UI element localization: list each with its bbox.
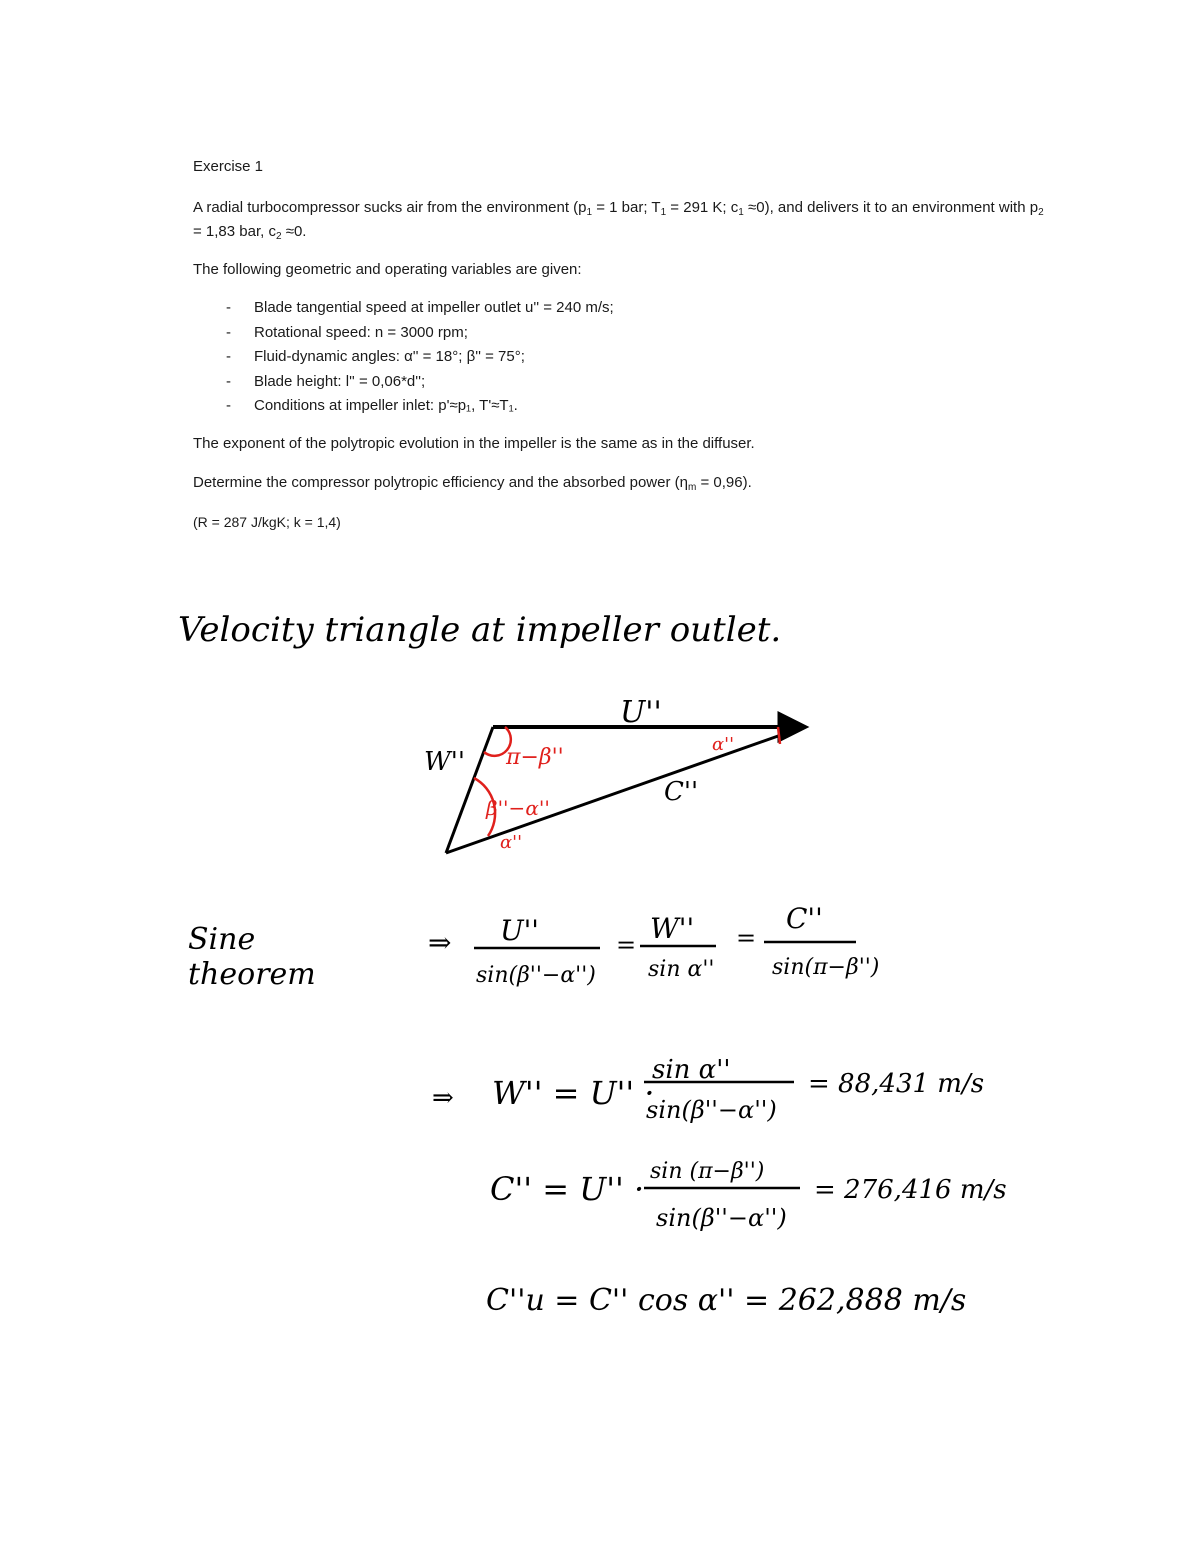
- implies-arrow: ⇒: [432, 1083, 454, 1113]
- intro-text-a: A radial turbocompressor sucks air from the environment (p: [193, 199, 587, 216]
- intro-text-b: = 1 bar; T: [592, 199, 661, 216]
- subscript: 1: [586, 207, 593, 218]
- subscript: m: [687, 482, 697, 493]
- exercise-title: Exercise 1: [193, 158, 264, 175]
- list-item-text: Fluid-dynamic angles: α'' = 18°; β'' = 75°;: [254, 348, 525, 365]
- c-equation-lhs: C'' = U'' ·: [490, 1170, 645, 1208]
- bullet-dash: -: [226, 323, 231, 341]
- bullet-dash: -: [226, 348, 231, 365]
- label-angle-pi-beta: π−β'': [506, 745, 564, 770]
- list-item-text: Blade tangential speed at impeller outlet u'' = 240 m/s;: [254, 299, 614, 316]
- polytropic-note: The exponent of the polytropic evolution in the impeller is the same as in the diffuser.: [193, 435, 755, 452]
- subscript: 1: [738, 207, 744, 218]
- label-w: W'': [424, 747, 466, 777]
- c-fraction-den: sin(β''−α''): [656, 1204, 787, 1232]
- fraction-den: sin α'': [648, 957, 715, 982]
- bullet-dash: -: [226, 299, 231, 316]
- subscript: 1: [660, 207, 667, 218]
- cu-equation: C''u = C'' cos α'' = 262,888 m/s: [486, 1283, 967, 1318]
- fraction-num: U'': [500, 914, 539, 947]
- w-fraction-den: sin(β''−α''): [646, 1096, 777, 1124]
- equals-sign: =: [616, 931, 637, 959]
- label-angle-beta-alpha: β''−α'': [486, 796, 550, 820]
- notes-heading: Velocity triangle at impeller outlet.: [178, 610, 782, 650]
- label-angle-alpha-top: α'': [712, 734, 735, 755]
- fraction-num: W'': [650, 912, 695, 945]
- intro-text-c: = 291 K; c: [666, 199, 739, 216]
- given-intro: The following geometric and operating variables are given:: [193, 261, 582, 278]
- sine-theorem-label: Sine theorem: [188, 922, 316, 992]
- subscript: 2: [275, 231, 282, 242]
- list-item-text: Blade height: l'' = 0,06*d'';: [254, 372, 426, 390]
- label-angle-alpha-bottom: α'': [500, 832, 523, 853]
- label-u: U'': [620, 695, 662, 730]
- bullet-dash: -: [226, 372, 231, 390]
- fraction-den: sin(π−β''): [772, 955, 880, 980]
- c-result: = 276,416 m/s: [814, 1175, 1007, 1205]
- equals-sign: =: [736, 924, 757, 952]
- bullet-dash: -: [226, 397, 231, 414]
- label-c: C'': [664, 777, 699, 807]
- w-fraction-num: sin α'': [652, 1055, 731, 1085]
- list-item-text: Rotational speed: n = 3000 rpm;: [254, 323, 468, 341]
- fraction-w: [640, 912, 716, 982]
- fraction-u: [474, 914, 600, 988]
- intro-text-d: ≈0), and delivers it to an environment with p: [743, 199, 1039, 216]
- task-text-a: Determine the compressor polytropic efficiency and the absorbed power (η: [193, 474, 688, 491]
- fraction-c: [764, 902, 879, 980]
- w-result: = 88,431 m/s: [808, 1069, 985, 1099]
- intro-text-f: ≈0.: [281, 223, 307, 240]
- implies-arrow: ⇒: [428, 926, 452, 959]
- task-text-b: = 0,96).: [696, 474, 752, 491]
- constants: (R = 287 J/kgK; k = 1,4): [193, 514, 341, 530]
- fraction-den: sin(β''−α''): [476, 963, 596, 988]
- w-equation-lhs: W'' = U'' ·: [492, 1074, 655, 1112]
- fraction-num: C'': [786, 902, 823, 935]
- c-fraction-num: sin (π−β''): [650, 1159, 765, 1184]
- subscript: 2: [1038, 207, 1044, 218]
- intro-text-e: = 1,83 bar, c: [193, 223, 276, 240]
- list-item-text: Conditions at impeller inlet: p'≈p₁, T'≈T₁.: [254, 397, 518, 414]
